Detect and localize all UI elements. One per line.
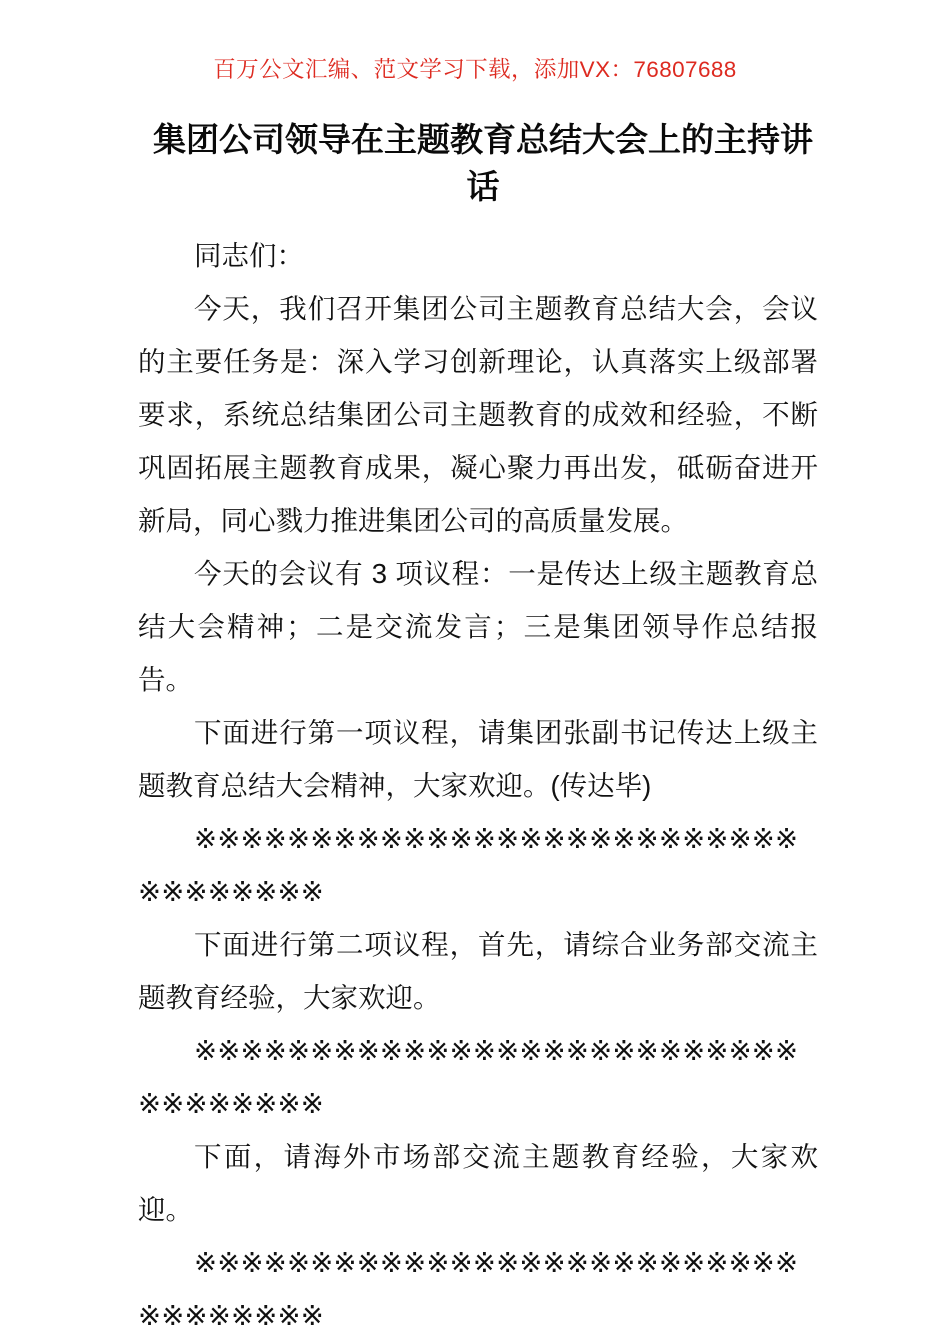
- paragraph-agenda-item-one: 下面进行第一项议程，请集团张副书记传达上级主题教育总结大会精神，大家欢迎。(传达毕): [138, 716, 818, 801]
- document-body: [138, 211, 818, 1342]
- page-title: 集团公司领导在主题教育总结大会上的主持讲话: [153, 121, 813, 205]
- paragraph-agenda-overview: 今天的会议有 3 项议程：一是传达上级主题教育总结大会精神；二是交流发言；三是集团领导作总结报告。: [138, 557, 818, 695]
- paragraph-redacted-block-one: ※※※※※※※※※※※※※※※※※※※※※※※※※※※※※※※※※※: [138, 822, 799, 907]
- paragraph-agenda-item-three: 下面，请海外市场部交流主题教育经验，大家欢迎。: [138, 1140, 818, 1225]
- paragraph-salutation: 同志们：: [194, 239, 304, 271]
- paragraph-redacted-block-two: ※※※※※※※※※※※※※※※※※※※※※※※※※※※※※※※※※※: [138, 1034, 799, 1119]
- paragraph-opening-purpose: 今天，我们召开集团公司主题教育总结大会，会议的主要任务是：深入学习创新理论，认真落实上级部署要求，系统总结集团公司主题教育的成效和经验，不断巩固拓展主题教育成果，凝心聚力再出发，砥砺奋进开新局，同心戮力推进集团公司的高质量发展。: [138, 292, 818, 536]
- paragraph-agenda-item-two: 下面进行第二项议程，首先，请综合业务部交流主题教育经验，大家欢迎。: [138, 928, 818, 1013]
- promo-watermark-header: 百万公文汇编、范文学习下载，添加VX：76807688: [213, 57, 737, 82]
- paragraph-redacted-block-three: ※※※※※※※※※※※※※※※※※※※※※※※※※※※※※※※※※※: [138, 1246, 799, 1331]
